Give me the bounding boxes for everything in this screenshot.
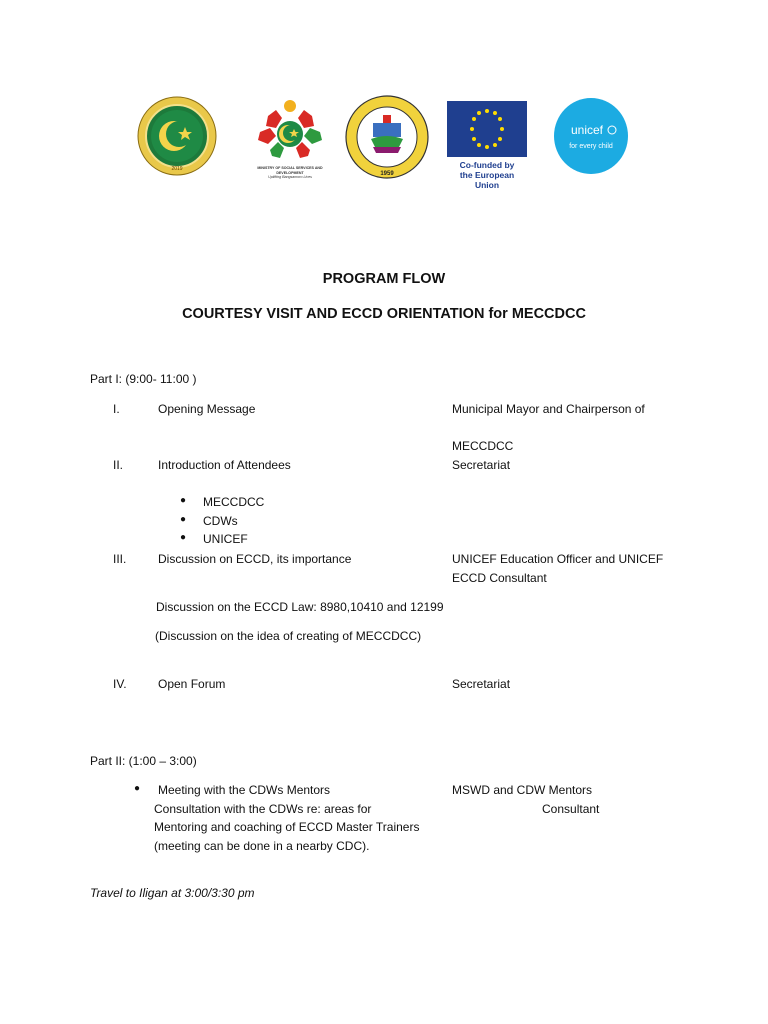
item-presenter-cont: ECCD Consultant [452, 571, 547, 585]
item-presenter: Secretariat [452, 458, 511, 472]
svg-text:for every child: for every child [569, 143, 613, 150]
part2-presenter-cont: Consultant [542, 802, 600, 816]
item-text: Discussion on ECCD, its importance [158, 552, 352, 566]
svg-text:1959: 1959 [380, 171, 394, 177]
attendee-item: CDWs [203, 514, 238, 528]
item-number: II. [113, 458, 124, 472]
item-number: IV. [113, 677, 127, 691]
bullet-icon: ● [180, 495, 187, 506]
eu-caption-line2: the European Union [459, 170, 515, 190]
idea-discussion: (Discussion on the idea of creating of MECCDCC) [155, 629, 422, 643]
attendee-item: UNICEF [203, 532, 248, 546]
part2-line: Consultation with the CDWs re: areas for [154, 802, 372, 816]
item-presenter: Secretariat [452, 677, 511, 691]
mssd-caption: MINISTRY OF SOCIAL SERVICES AND DEVELOPMENT [257, 166, 323, 175]
item-presenter: Municipal Mayor and Chairperson of [452, 402, 645, 416]
part2-line: (meeting can be done in a nearby CDC). [154, 839, 370, 853]
attendee-item: MECCDCC [203, 495, 265, 509]
part2-label: Part II: (1:00 – 3:00) [90, 754, 197, 768]
bullet-icon: ● [134, 783, 141, 794]
svg-text:unicef: unicef [570, 123, 604, 137]
document-title: PROGRAM FLOW [322, 271, 446, 287]
unicef-logo-icon [553, 97, 629, 175]
item-presenter: UNICEF Education Officer and UNICEF [452, 552, 664, 566]
eu-caption-line1: Co-funded by [459, 160, 515, 170]
part1-label: Part I: (9:00- 11:00 ) [90, 372, 197, 386]
eu-logo [447, 101, 527, 190]
part2-bullet: Meeting with the CDWs Mentors [158, 783, 331, 797]
item-text: Open Forum [158, 677, 226, 691]
eu-flag-icon [447, 101, 527, 157]
item-number: III. [113, 552, 127, 566]
barmm-seal-icon [137, 96, 217, 176]
item-presenter-cont: MECCDCC [452, 439, 514, 453]
mssd-tagline: Uplifting Bangsamoro Lives [268, 175, 312, 179]
travel-note: Travel to Iligan at 3:00/3:30 pm [90, 886, 255, 900]
lanao-del-sur-seal-icon [345, 95, 429, 179]
part2-presenter: MSWD and CDW Mentors [452, 783, 593, 797]
document-subtitle: COURTESY VISIT AND ECCD ORIENTATION for MECCDCC [182, 306, 586, 322]
svg-text:2019: 2019 [171, 166, 183, 172]
item-number: I. [113, 402, 120, 416]
mssd-logo-icon [248, 98, 332, 180]
part2-line: Mentoring and coaching of ECCD Master Trainers [154, 820, 420, 834]
bullet-icon: ● [180, 514, 187, 525]
law-discussion: Discussion on the ECCD Law: 8980,10410 and 12199 [156, 600, 444, 614]
bullet-icon: ● [180, 532, 187, 543]
item-text: Introduction of Attendees [158, 458, 291, 472]
item-text: Opening Message [158, 402, 256, 416]
